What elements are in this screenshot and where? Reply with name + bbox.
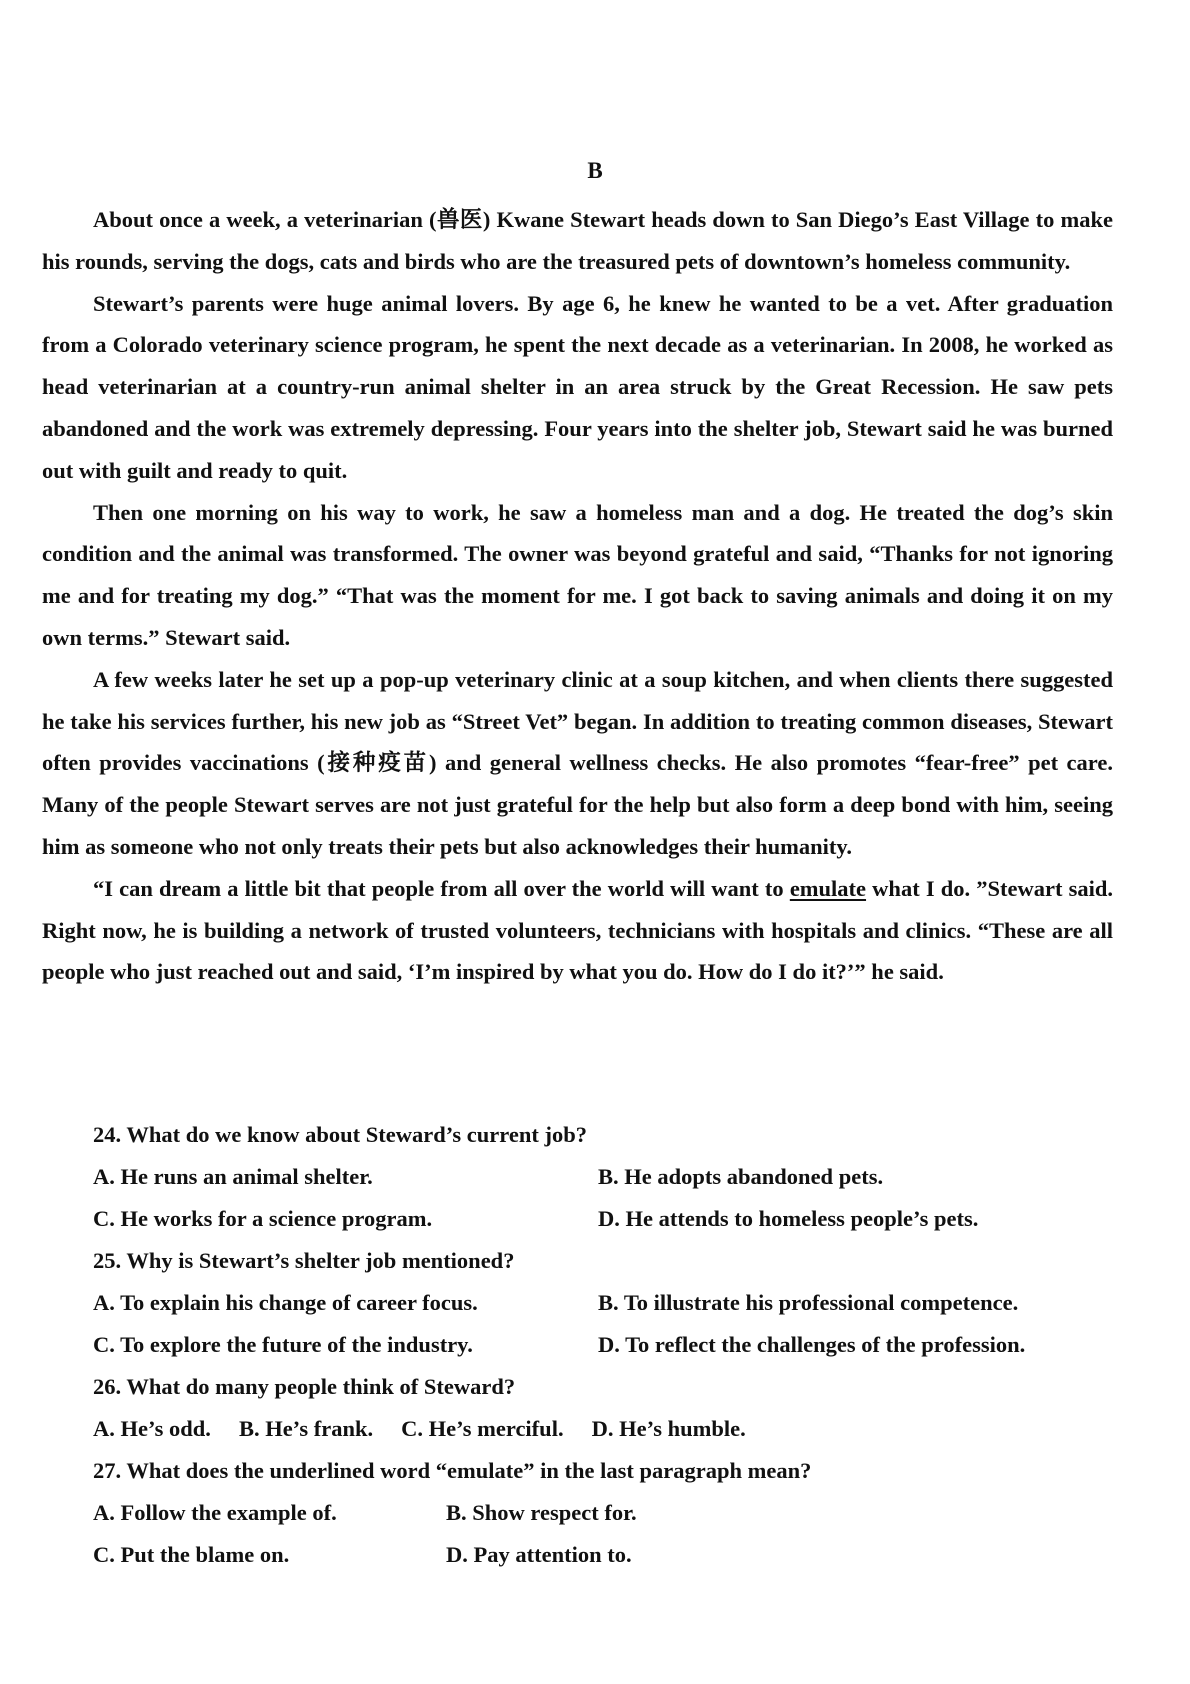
passage-paragraph-3: Then one morning on his way to work, he saw a homeless man and a dog. He treated the dog’s skin condition and the animal was transformed. The owner was beyond grateful and said, “Thanks for not ignoring me and for treating my dog.” “That was the moment for me. I got back to saving animals and doing it on my own terms.” Stewart said. bbox=[42, 499, 1113, 650]
options-row bbox=[93, 1324, 1133, 1366]
option-d: D. Pay attention to. bbox=[446, 1542, 632, 1567]
question-stem: 25. Why is Stewart’s shelter job mentioned? bbox=[93, 1248, 515, 1273]
option-d: D. To reflect the challenges of the profession. bbox=[598, 1332, 1026, 1357]
question-26 bbox=[93, 1366, 1133, 1450]
question-list bbox=[93, 1114, 1133, 1576]
question-stem: 26. What do many people think of Steward? bbox=[93, 1374, 516, 1399]
passage-paragraph-4: A few weeks later he set up a pop-up veterinary clinic at a soup kitchen, and when clients there suggested he take his services further, his new job as “Street Vet” began. In addition to treating common diseases, Stewart often provides vaccinations (接种疫苗) and general wellness checks. He also promotes “fear-free” pet care. Many of the people Stewart serves are not just grateful for the help but also form a deep bond with him, seeing him as someone who not only treats their pets but also acknowledges their humanity. bbox=[42, 666, 1113, 859]
option-b: B. To illustrate his professional competence. bbox=[598, 1290, 1019, 1315]
option-a: A. He’s odd. bbox=[93, 1416, 211, 1441]
option-c: C. He’s merciful. bbox=[401, 1416, 564, 1441]
passage-paragraph-5 bbox=[42, 868, 1113, 993]
question-24 bbox=[93, 1114, 1133, 1240]
options-row bbox=[93, 1534, 1133, 1576]
option-a: A. Follow the example of. bbox=[93, 1500, 337, 1525]
options-row bbox=[93, 1408, 1133, 1450]
question-stem: 27. What does the underlined word “emulate” in the last paragraph mean? bbox=[93, 1458, 812, 1483]
question-27 bbox=[93, 1450, 1133, 1576]
option-d: D. He’s humble. bbox=[591, 1416, 746, 1441]
option-b: B. Show respect for. bbox=[446, 1500, 637, 1525]
reading-passage bbox=[42, 199, 1113, 993]
option-c: C. Put the blame on. bbox=[93, 1542, 290, 1567]
passage-paragraph-2: Stewart’s parents were huge animal lovers. By age 6, he knew he wanted to be a vet. After graduation from a Colorado veterinary science program, he spent the next decade as a veterinarian. In 2008, he worked as head veterinarian at a country-run animal shelter in an area struck by the Great Recession. He saw pets abandoned and the work was extremely depressing. Four years into the shelter job, Stewart said he was burned out with guilt and ready to quit. bbox=[42, 290, 1113, 483]
options-row bbox=[93, 1198, 1133, 1240]
question-25 bbox=[93, 1240, 1133, 1366]
question-stem: 24. What do we know about Steward’s current job? bbox=[93, 1122, 587, 1147]
option-d: D. He attends to homeless people’s pets. bbox=[598, 1206, 979, 1231]
option-a: A. To explain his change of career focus. bbox=[93, 1290, 478, 1315]
options-row bbox=[93, 1156, 1133, 1198]
paragraph-5-end: what I do. ”Stewart said. Right now, he is building a network of trusted volunteers, technicians with hospitals and clinics. “These are all people who just reached out and said, ‘I’m inspired by what you do. How do I do it?’” he said. bbox=[42, 875, 1113, 985]
option-a: A. He runs an animal shelter. bbox=[93, 1164, 373, 1189]
options-row bbox=[93, 1492, 1133, 1534]
option-c: C. He works for a science program. bbox=[93, 1206, 433, 1231]
section-heading: B bbox=[587, 158, 603, 183]
options-row bbox=[93, 1282, 1133, 1324]
paragraph-5-start: “I can dream a little bit that people from all over the world will want to bbox=[93, 875, 790, 901]
passage-paragraph-1: About once a week, a veterinarian (兽医) Kwane Stewart heads down to San Diego’s East Village to make his rounds, serving the dogs, cats and birds who are the treasured pets of downtown’s homeless community. bbox=[42, 207, 1113, 274]
option-b: B. He’s frank. bbox=[238, 1416, 374, 1441]
option-b: B. He adopts abandoned pets. bbox=[598, 1164, 884, 1189]
underlined-word: emulate bbox=[789, 875, 867, 901]
option-c: C. To explore the future of the industry. bbox=[93, 1332, 473, 1357]
